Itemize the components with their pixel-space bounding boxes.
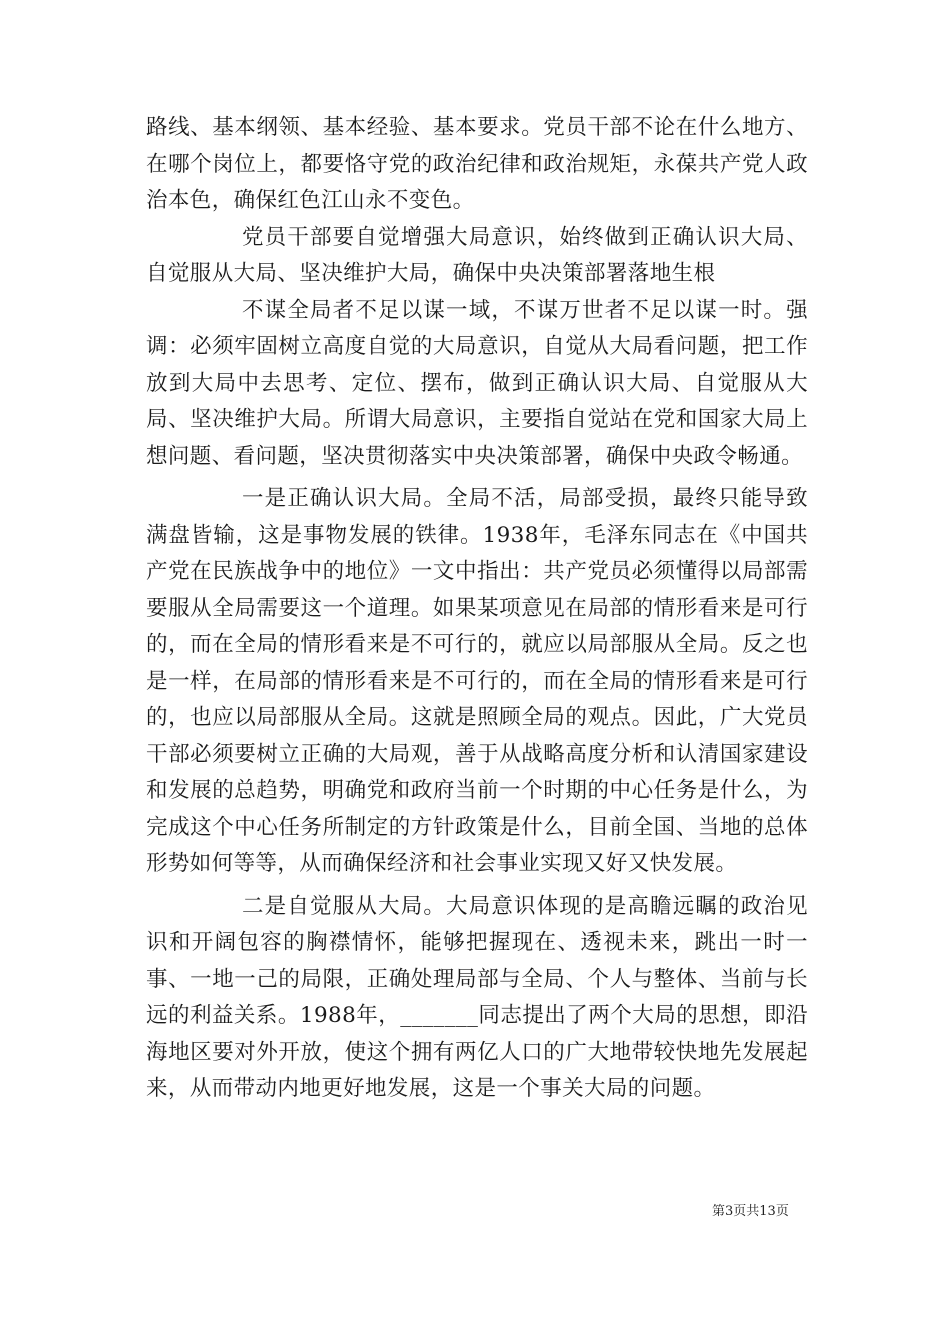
- paragraph-heading-overall-awareness: 党员干部要自觉增强大局意识，始终做到正确认识大局、自觉服从大局、坚决维护大局，确保中央决策部署落地生根: [146, 224, 808, 286]
- page-number-footer: 第3页共13页: [712, 1204, 789, 1219]
- paragraph-continuation: 路线、基本纲领、基本经验、基本要求。党员干部不论在什么地方、在哪个岗位上，都要恪守党的政治纪律和政治规矩，永葆共产党人政治本色，确保红色江山永不变色。: [146, 115, 808, 213]
- paragraph-point-one: 一是正确认识大局。全局不活，局部受损，最终只能导致满盘皆输，这是事物发展的铁律。1938年，毛泽东同志在《中国共产党在民族战争中的地位》一文中指出：共产党员必须懂得以局部需要服从全局需要这一个道理。如果某项意见在局部的情形看来是可行的，而在全局的情形看来是不可行的，就应以局部服从全局。反之也是一样，在局部的情形看来是不可行的，而在全局的情形看来是可行的，也应以局部服从全局。这就是照顾全局的观点。因此，广大党员干部必须要树立正确的大局观，善于从战略高度分析和认清国家建设和发展的总趋势，明确党和政府当前一个时期的中心任务是什么，为完成这个中心任务所制定的方针政策是什么，目前全国、当地的总体形势如何等等，从而确保经济和社会事业实现又好又快发展。: [146, 486, 808, 876]
- paragraph-overall-awareness-intro: 不谋全局者不足以谋一域，不谋万世者不足以谋一时。强调：必须牢固树立高度自觉的大局意识，自觉从大局看问题，把工作放到大局中去思考、定位、摆布，做到正确认识大局、自觉服从大局、坚决维护大局。所谓大局意识，主要指自觉站在党和国家大局上想问题、看问题，坚决贯彻落实中央决策部署，确保中央政令畅通。: [146, 297, 808, 469]
- document-body: [146, 110, 808, 1108]
- paragraph-point-two: 二是自觉服从大局。大局意识体现的是高瞻远瞩的政治见识和开阔包容的胸襟情怀，能够把握现在、透视未来，跳出一时一事、一地一己的局限，正确处理局部与全局、个人与整体、当前与长远的利益关系。1988年，_______同志提出了两个大局的思想，即沿海地区要对外开放，使这个拥有两亿人口的广大地带较快地先发展起来，从而带动内地更好地发展，这是一个事关大局的问题。: [146, 893, 808, 1101]
